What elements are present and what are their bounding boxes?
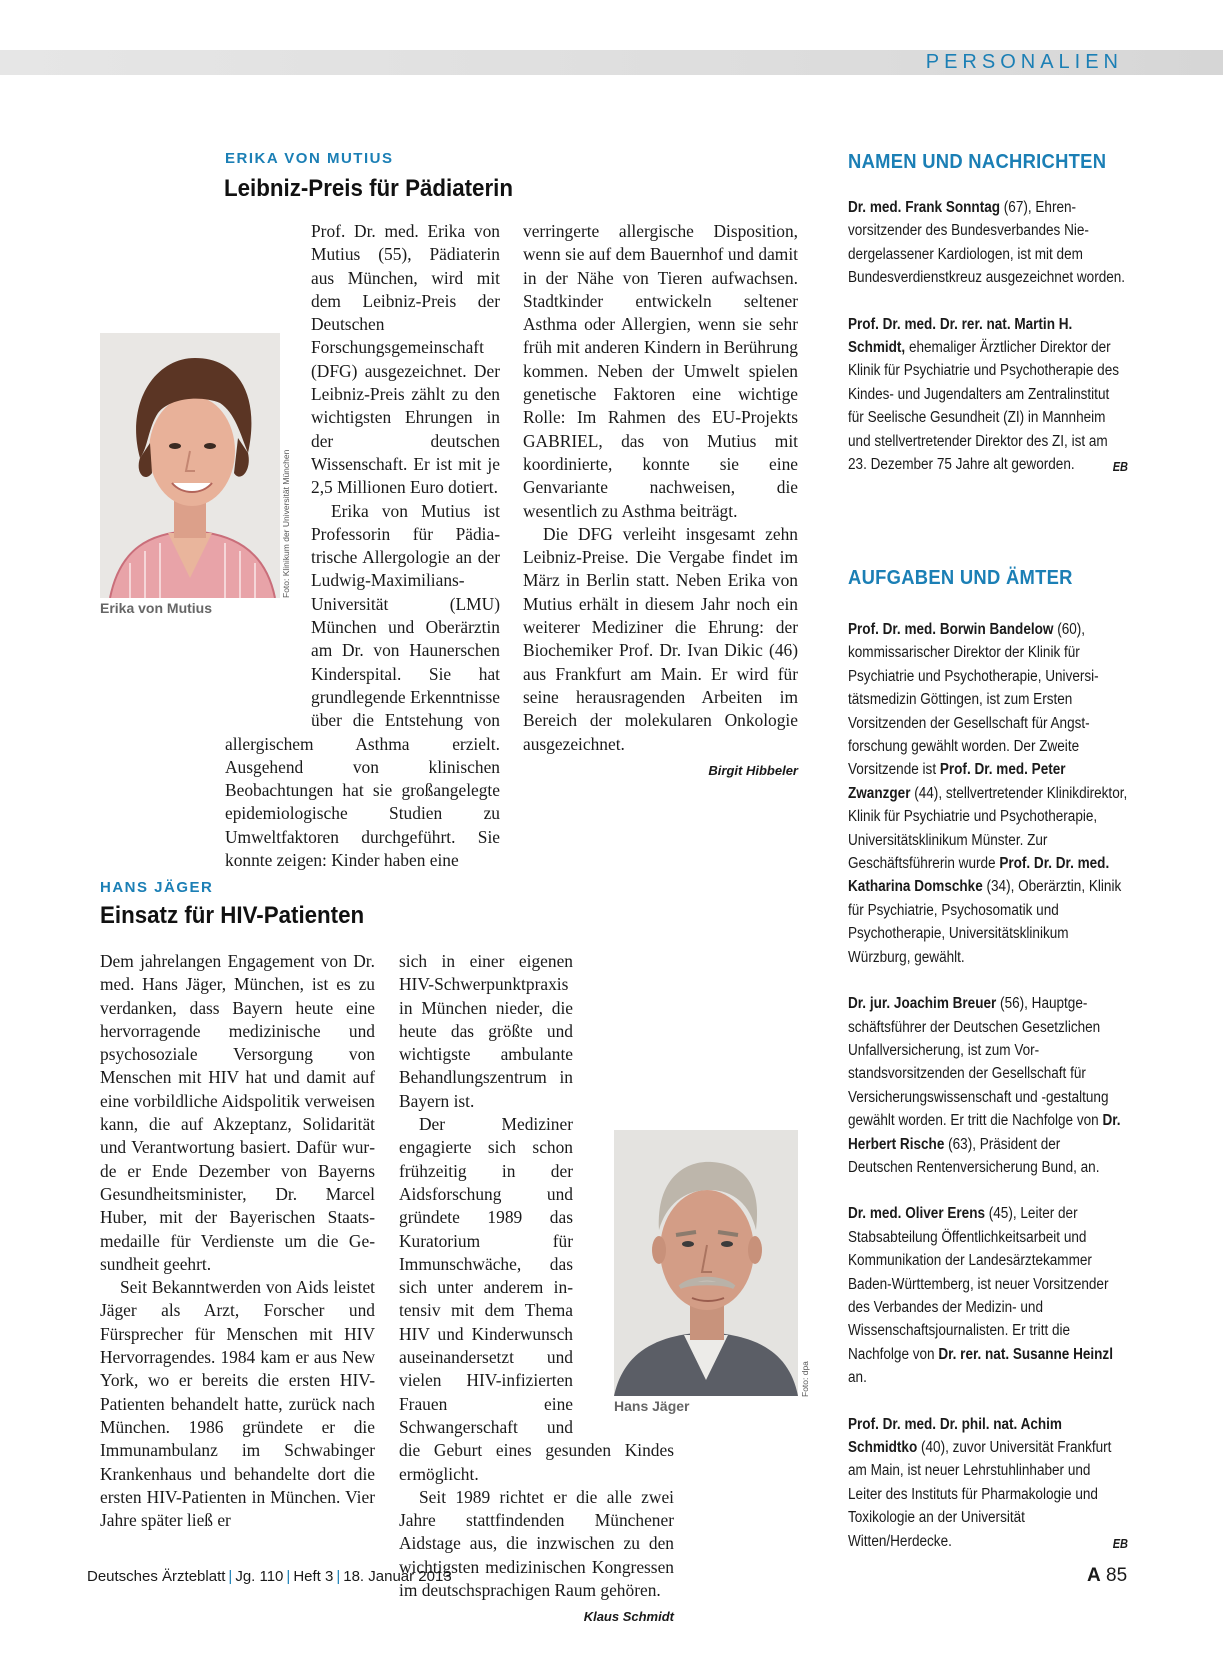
article1-paragraph: Die DFG verleiht insgesamt zehn Leibniz-Preise. Die Vergabe findet im März in Berlin statt. Neben Erika von Mutius erhält in diesem Jahr noch ein weiterer Mediziner die Ehrung: der Biochemiker Prof. Dr. Ivan Dikic (46) aus Frankfurt am Main. Er wird für seine herausragenden Arbeiten im Bereich der molekularen Onkologie ausgezeichnet. (523, 523, 798, 754)
article2-author: Klaus Schmidt (583, 1609, 674, 1625)
article2-paragraph: Seit 1989 richtet er die alle zwei Jahre stattfindenden Münchener Aidstage aus, die inzwischen zu den wichtigsten medizinischen Kongressen im deutschsprachigen Raum gehören. (399, 1486, 674, 1601)
article2-paragraph: Der Mediziner engagierte sich schon frühzeitig in der Aidsforschung und gründete 1989 das Kuratorium für Immunschwäche, das sich unter anderem intensiv mit dem Thema HIV und Kinderwunsch auseinandersetzt und vielen HIV-infizierten Frauen eine Schwangerschaft und die Geburt eines gesunden Kindes ermöglicht. (399, 1114, 674, 1484)
article1-paragraph: verringerte allergische Disposition, wenn sie auf dem Bauernhof und damit in der Nähe von Tieren aufwachsen. Stadtkinder entwickeln seltener Asthma oder Allergien, wenn sie sehr früh mit anderen Kindern in Berührung kommen. Neben der Umwelt spielen genetische Faktoren eine wichtige Rolle: Im Rahmen des EU-Projekts GABRIEL, das von Mutius mit koordinierte, konnte sie eine Genvariante nachweisen, die wesentlich zu Asthma beiträgt. (523, 221, 798, 521)
person-name: Dr. med. Frank Sonntag (848, 199, 1001, 216)
person-name: Prof. Dr. med. Dr. rer. nat. Martin H. Schmidt, (848, 315, 1073, 357)
sidebar-entries-2 (848, 618, 1128, 1556)
article1-kicker: ERIKA VON MUTIUS (225, 150, 394, 167)
photo-wrap-spacer (225, 333, 311, 717)
article1-column-2 (523, 220, 798, 782)
article2-paragraph: Seit Bekanntwerden von Aids leistet Jäger als Arzt, Forscher und Fürsprecher für Menschen mit HIV Hervorragendes. 1984 kam er aus New York, wo er bereits die ersten HIV-Patienten behandelt hatte, zurück nach München. 1986 gründete er die Immunambulanz im Schwabinger Krankenhaus und behandelte dort die ersten HIV-Patienten in München. Vier Jahre später ließ er (100, 1277, 375, 1531)
photo-caption-2: Hans Jäger (614, 1398, 690, 1414)
sidebar-entry: Dr. med. Frank Sonntag (67), Ehrenvorsitzender des Bundesverbandes Niedergelassener Kardiologen, ist mit dem Bundesverdienstkreuz ausgezeichnet worden. (848, 199, 1126, 287)
article2-paragraph: sich in einer eigenen HIV-Schwerpunktpraxis in München nieder, die heute das größte und wichtigste ambulante Behandlungszentrum in Bayern ist. (399, 951, 573, 1111)
sidebar-entries-1 (848, 196, 1128, 479)
article1-headline: Leibniz-Preis für Pädiaterin (224, 175, 513, 202)
article2-kicker: HANS JÄGER (100, 879, 214, 896)
photo-credit-2: Foto: dpa (800, 1361, 810, 1397)
article2-column-2 (399, 950, 674, 1629)
photo-wrap-spacer (573, 1128, 674, 1428)
sidebar-heading-namen: NAMEN UND NACHRICHTEN (848, 151, 1107, 173)
article1-paragraph: Erika von Mutius ist Professorin für Pädiatrische Allergologie an der Ludwig-Maximilians-Universität (LMU) München und Oberärztin am Dr. von Haunerschen Kinderspital. Sie hat grundlegende Erkenntnisse über die Entstehung von allergischem Asthma erzielt. Ausgehend von klinischen Beobachtungen hat sie großangelegte epidemiologische Studien zu Umweltfaktoren durchgeführt. Sie konnte zeigen: Kinder haben eine (225, 500, 500, 871)
footer-publication: Deutsches Ärzteblatt | Jg. 110 | Heft 3 | 18. Januar 2013 (87, 1568, 452, 1585)
article2-paragraph: Dem jahrelangen Engagement von Dr. med. Hans Jäger, München, ist es zu verdanken, dass Bayern heute eine hervorragende medizinische und psychosoziale Versorgung von Menschen mit HIV hat und damit auf eine vorbildliche Aidspolitik verweisen kann, die auf Akzeptanz, Solidarität und Verantwortung basiert. Dafür wurde er Ende Dezember von Bayerns Gesundheitsminister, Dr. Marcel Huber, mit der Bayerischen Staatsmedaille für Verdienste um die Gesundheit geehrt. (100, 951, 375, 1274)
section-bar (0, 50, 1223, 75)
issue: Heft 3 (293, 1568, 334, 1585)
issue-date: 18. Januar 2013 (343, 1568, 452, 1585)
sidebar-entry: Prof. Dr. med. Borwin Bandelow (60), kommissarischer Direktor der Klinik für Psychiatrie und Psychotherapie, Universitätsmedizin Göttingen, ist zum Ersten Vorsitzenden der Gesellschaft für Angstforschung gewählt worden. Der Zweite Vorsitzende ist Prof. Dr. med. Peter Zwanzger (44), stellvertretender Klinikdirektor, Klinik für Psychiatrie und Psychotherapie, Universitätsklinikum Münster. Zur Geschäftsführerin wurde Prof. Dr. Dr. med. Katharina Domschke (34), Oberärztin, Klinik für Psychiatrie, Psychosomatik und Psychotherapie, Universitätsklinikum Würzburg, gewählt. (848, 621, 1128, 966)
page-number-value: 85 (1106, 1565, 1128, 1586)
sidebar-entry: Dr. jur. Joachim Breuer (56), Hauptgeschäftsführer der Deutschen Gesetzlichen Unfallversicherung, ist zum Vorstandsvorsitzenden der Gesellschaft für Versicherungswissenschaft und -gestaltung gewählt worden. Er tritt die Nachfolge von Dr. Herbert Rische (63), Präsident der Deutschen Rentenversicherung Bund, an. (848, 995, 1121, 1176)
sidebar-entry: Dr. med. Oliver Erens (45), Leiter der Stabsabteilung Öffentlichkeitsarbeit und Kommunikation der Landesärztekammer Baden-Württemberg, ist neuer Vorsitzender des Verbandes der Medizin- und Wissenschaftsjournalisten. Er tritt die Nachfolge von Dr. rer. nat. Susanne Heinzl an. (848, 1205, 1113, 1387)
sidebar-entry: Prof. Dr. med. Dr. phil. nat. Achim Schmidtko (40), zuvor Universität Frankfurt am Main, ist neuer Lehrstuhlinhaber und Leiter des Instituts für Pharmakologie und Toxikologie an der Universität Witten/Herdecke. EB (848, 1413, 1128, 1553)
photo-credit-1: Foto: Klinikum der Universität München (281, 449, 291, 598)
eb-signature: EB (1112, 460, 1128, 475)
journal-name: Deutsches Ärzteblatt (87, 1568, 226, 1585)
volume: Jg. 110 (235, 1568, 284, 1585)
section-label: PERSONALIEN (925, 51, 1123, 73)
eb-signature: EB (1112, 1536, 1128, 1551)
photo-caption-1: Erika von Mutius (100, 600, 213, 616)
article1-paragraph: Prof. Dr. med. Erika von Mutius (55), Pädiaterin aus München, wird mit dem Leibniz-Preis der Deutschen Forschungsgemeinschaft (DFG) ausgezeichnet. Der Leibniz-Preis zählt zu den wichtigsten Ehrungen in der deutschen Wissenschaft. Er ist mit je 2,5 Millionen Euro dotiert. (311, 221, 500, 498)
article2-headline: Einsatz für HIV-Patienten (100, 902, 365, 929)
sidebar-entry: Prof. Dr. med. Dr. rer. nat. Martin H. Schmidt, ehemaliger Ärztlicher Direktor der Klinik für Psychiatrie und Psychotherapie des Kindes- und Jugendalters am Zentralinstitut für Seelische Gesundheit (ZI) in Mannheim und stellvertretender Direktor des ZI, ist am 23. Dezember 75 Jahre alt geworden. EB (848, 313, 1128, 477)
article1-column-1 (225, 220, 500, 872)
article2-column-1 (100, 950, 375, 1532)
page-prefix: A (1087, 1565, 1101, 1586)
article1-author: Birgit Hibbeler (708, 762, 798, 778)
page-number (1087, 1565, 1127, 1587)
sidebar-heading-aufgaben: AUFGABEN UND ÄMTER (848, 567, 1073, 589)
